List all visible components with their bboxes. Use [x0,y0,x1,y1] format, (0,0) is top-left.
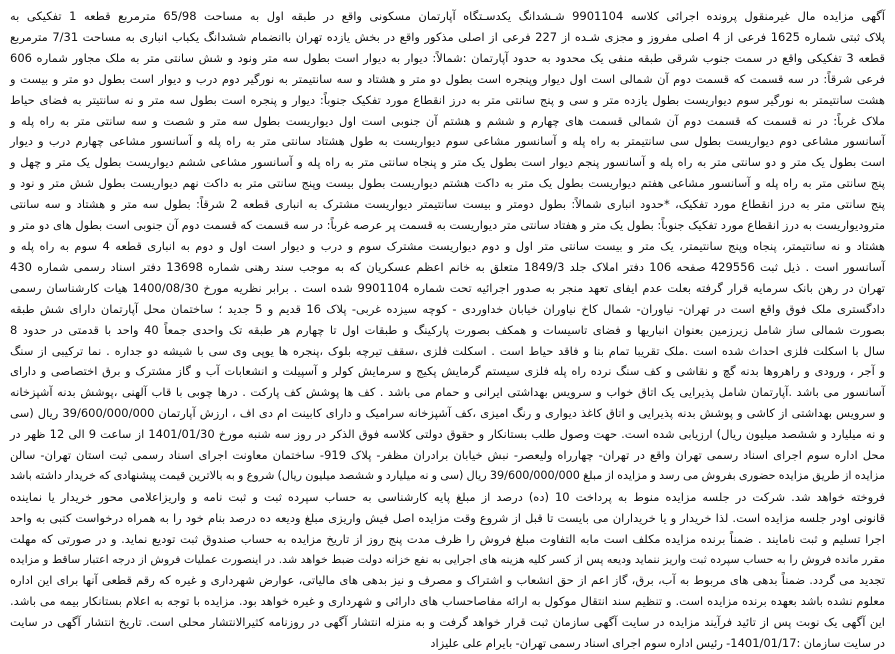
notice-line: هشت سانتیمتر به نورگیر سوم دیواریست بطول یازده متر و سی و پنج سانتی متر به درز انقطاع مورد تفکیک جنوباً: دیوار و پنجره است بطول سه متر و نه سانتیتر به فضای حیاط [10,92,885,107]
notice-line: و آجر ، ورودی و راهروها بدنه گچ و نقاشی و کف سنگ نرده راه پله فلزی سیستم گرمایش پکیج و سرمایش کولر و آسپیلت و انشعابات آب و گاز مشترک و برق اختصاصی و دارای [10,364,885,379]
notice-line: قطعه 3 تفکیکی واقع در سمت جنوب شرقی طبقه منفی یک محدود به حدود آپارتمان :شمالاً: دیوار به دیوار است بطول سه متر ونود و شش سانتی متر به ملک مجاور شماره 606 [10,50,885,65]
notice-line: و سرویس بهداشتی از کاشی و پوشش بدنه پذیرایی و اتاق کاغذ دیواری و رنگ امیزی ،کف آشپزخانه سرامیک و دارای کابینت ام دی اف ، ارزش آپارتمان 39/600/000/000 ریال (سی [10,406,885,421]
notice-line: تجدید می گردد. ضمناً بدهی های مربوط به آب، برق، گاز اعم از حق انشعاب و اشتراک و مصرف و نیز بدهی های مالیاتی، عوارض شهرداری و غیره که رقم قطعی آنها برای این اداره [10,573,885,588]
notice-line: این آگهی یک نوبت پس از تائید فرآیند مزایده در سایت آگهی سازمان ثبت قرار خواهد گرفت و به منزله انتشار آگهی در روزنامه کثیرالانتشار محلی است. تاریخ انتشار آگهی در سایت [10,615,885,630]
notice-line: فروخته خواهد شد. شرکت در جلسه مزایده منوط به پرداخت 10 (ده) درصد از مبلغ پایه کارشناسی به حساب سپرده ثبت و ثبت نامه و واریزاعلامی محور خریدار یا نماینده [10,489,885,504]
notice-line: اجرا تسلیم و ثبت نامایند . ضمناً برنده مزایده مکلف است مابه التفاوت مبلغ فروش را ظرف مدت پنج روز از تاریخ مزایده به حساب صندوق ثبت تودیع نماید. و در صورتی که مهلت [10,531,885,546]
notice-line: بصورت شمالی ساز شامل زیرزمین بعنوان انباریها و فضای تاسیسات و همکف بصورت پارکینگ و طبقات اول تا چهارم هر طبقه تک واحدی جمعاً 40 واحد با قدمتی در حدود 8 [10,322,885,337]
notice-line: آسانسور است . ذیل ثبت 429556 صفحه 106 دفتر املاک جلد 1849/3 متعلق به خانم اعظم عسکریان که به موجب سند رهنی شماره 13698 دفتر اسناد رسمی شماره 430 [10,259,886,274]
notice-line: سال با اسکلت فلزی احداث شده است .ملک تقریبا تمام بنا و فاقد حیاط است . اسکلت فلزی ،سقف تیرچه بلوک ،پنجره ها یوپی وی سی با شیشه دو جداره . نما ترکیبی از سنگ [10,343,885,358]
notice-line: پنج سانتی متر به درز انقطاع مورد تفکیک، *حدود انباری شمالاً: بطول دومتر و بیست سانتیمتر دیواریست مشترک به انباری قطعه 2 شرقاً: بطول سه متر و هشتاد و سه سانتی [10,197,886,212]
notice-line: دادگستری ملک فوق واقع است در تهران- نیاوران- شمال کاخ نیاوران خیابان خداوردی - کوچه سیزده غربی- پلاک 16 قدیم و 5 جدید ؛ ساختمان محل آپارتمان دارای شش طبقه [10,301,885,316]
notice-line: قانونی اودر جلسه مزایده است. لذا خریدار و یا خریداران می بایست تا قبل از شروع وقت مزایده اصل فیش واریزی مبلغ ودیعه ده درصد بنام خود را به همراه درخواست کتبی به واحد [10,510,885,525]
notice-line: آسانسور مشاعی دوم دیواریست بطول سی سانتیمتر به راه پله و آسانسور مشاعی سوم دیواریست به طول هشتاد سانتی متر به راه پله و آسانسور مشاعی چهارم درب و دیوار [10,134,885,149]
notice-line: مزایده از طریق مزایده حضوری بفروش می رسد و مزایده از مبلغ 39/600/000/000 ریال (سی و نه میلیارد و ششصد میلیون ریال) شروع و به بالاترین قیمت پیشنهادی که خریدار داشته باشد [10,468,885,482]
notice-line: است بطول یک متر و دو سانتی متر به راه پله و آسانسور پنجم دیوار است بطول یک متر و پنجاه سانتی متر به راه پله و آسانسور مشاعی ششم دیواریست بطول یک متر و چهل و [10,155,885,170]
notice-line: پلاک ثبتی شماره 1625 فرعی از 4 اصلی مفروز و مجزی شـده از 227 فرعی از اصلی مذکور واقع در بخش یازده تهران باانضمام ششدانگ یکباب انباری به مساحت 7/31 مترمربع [10,29,885,44]
notice-line: آسانسور می باشد .آپارتمان شامل پذیرایی یک اتاق خواب و سرویس بهداشتی ایرانی و حمام می باشد . کف ها پوشش کف پارکت . درها چوبی با قاب آلهنی ،پوشش بدنه آشپزخانه [10,385,885,400]
notice-line: مقرر مانده فروش را به حساب سپرده ثبت واریز ننماید ودیعه پس از کسر کلیه هزینه های اجرایی به نفع خزانه دولت ضبط خواهد شد. در اینصورت عملیات فروش از درجه اعتبار ساقط و مزایده [10,552,885,566]
notice-line: آگهی مزایده مال غیرمنقول پرونده اجرائی کلاسه 9901104 شـشدانگ یکدسـتگاه آپارتمان مسکونی واقع در طبقه اول به مساحت 65/98 مترمربع قطعه 1 تفکیکی به [10,9,885,23]
notice-line: تهران در رهن بانک سرمایه قرار گرفته بعلت عدم ایفای تعهد منجر به صدور اجرائیه تحت شماره 9901104 شده است . برابر نظریه مورخ 1400/08/30 هیات کارشناسان رسمی [10,280,886,295]
notice-line: مترودیواریست به درز انقطاع مورد تفکیک جنوباً: بطول یک متر و هفتاد سانتی متر دیواریست به قسمت پر عرصه غرباً: در سه قسمت که قسمت دوم آن جنوبی است بطول های دو متر و [10,218,885,233]
notice-line: محل اداره سوم اجرای اسناد رسمی تهران واقع در تهران- چهارراه ولیعصر- نبش خیابان برادران مظفر- پلاک 919- ساختمان معاونت اجرای اسناد رسمی ثبت استان تهران- سالن [10,448,885,463]
notice-line: فرعی شرقاً: در سه قسمت که قسمت دوم آن شمالی است اول دیوار وپنجره است بطول دو متر و هشتاد و سه سانتیمتر به نورگیر دوم درب و دیوار است بطول دو متر و بیست و [10,71,885,86]
notice-line: معلوم نشده باشد بعهده برنده مزایده است. و تنظیم سند انتقال موکول به ارائه مفاصاحساب های دارائی و شهرداری و غیره خواهد بود. مزایده با توجه به اعلام بستانکار بیمه می باشد. [10,594,885,609]
notice-line: پنج سانتی متر به راه پله و آسانسور مشاعی هفتم دیواریست بطول یک متر به داکت هشتم دیواریست بطول بیست وپنج سانتی متر به داکت نهم دیواریست بطول شش متر و نود و [10,176,885,191]
notice-line: هشتاد و نه سانتیمتر، پنجاه وپنج سانتیمتر، یک متر و بیست سانتی متر اول و دوم دیواریست مشترک سوم و درب و دیوار است اول و دوم به انباری قطعه 4 سوم به راه پله و [10,238,886,253]
notice-line: و نه میلیارد و ششصد میلیون ریال) ارزیابی شده است. حهت وصول طلب بستانکار و حقوق دولتی کلاسه فوق الذکر در روز سه شنبه مورخ 1401/01/30 از ساعت 9 الی 12 ظهر در [10,427,885,442]
notice-footer-line: در سایت سازمان :1401/01/17- رئیس اداره سوم اجرای اسناد رسمی تهران- بایرام علی علیزاد [430,636,885,651]
notice-line: ملاک غرباً: در نه قسمت که قسمت دوم آن شمالی قسمت های چهارم و ششم و هشتم آن جنوبی است اول دیواریست بطول سه متر و شصت و سه سانتی متر به راه پله و [10,113,885,128]
